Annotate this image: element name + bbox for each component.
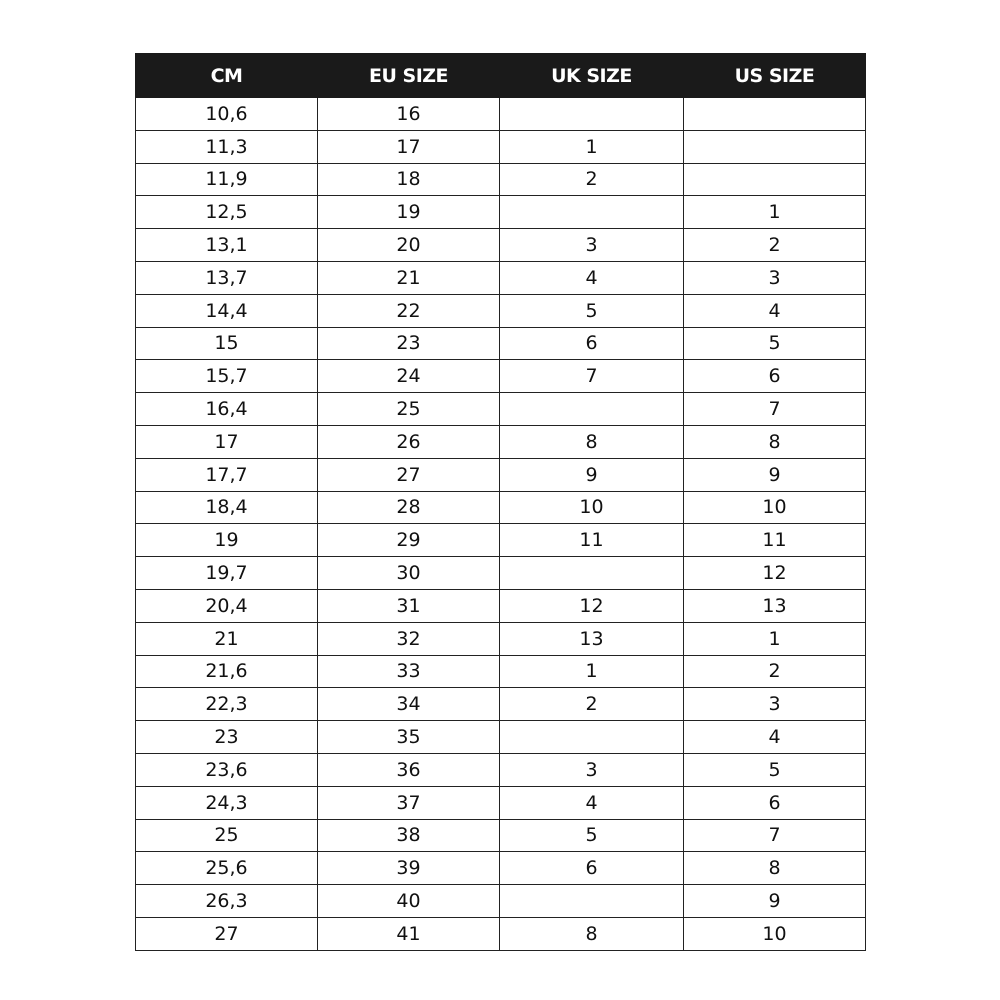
cell-cm: 25,6 [136,852,318,885]
cell-us-size: 13 [684,589,866,622]
table-body [136,98,866,951]
table-row [136,327,866,360]
cell-cm: 21 [136,622,318,655]
cell-uk-size [500,721,684,754]
cell-eu-size: 31 [318,589,500,622]
cell-us-size: 12 [684,557,866,590]
cell-uk-size: 4 [500,786,684,819]
header-uk-size: UK SIZE [500,54,684,98]
table-row [136,360,866,393]
cell-uk-size: 9 [500,458,684,491]
cell-uk-size: 5 [500,819,684,852]
table-row [136,163,866,196]
cell-uk-size: 3 [500,753,684,786]
table-row [136,491,866,524]
cell-us-size: 9 [684,458,866,491]
cell-cm: 19,7 [136,557,318,590]
cell-cm: 22,3 [136,688,318,721]
cell-eu-size: 36 [318,753,500,786]
cell-eu-size: 18 [318,163,500,196]
cell-us-size: 10 [684,491,866,524]
cell-eu-size: 20 [318,229,500,262]
header-row [136,54,866,98]
cell-uk-size: 11 [500,524,684,557]
cell-cm: 13,7 [136,261,318,294]
cell-uk-size: 8 [500,425,684,458]
cell-cm: 24,3 [136,786,318,819]
cell-us-size [684,98,866,131]
cell-us-size: 6 [684,786,866,819]
cell-eu-size: 40 [318,885,500,918]
cell-cm: 26,3 [136,885,318,918]
cell-eu-size: 17 [318,130,500,163]
cell-uk-size [500,196,684,229]
table-row [136,917,866,950]
cell-us-size: 8 [684,852,866,885]
table-row [136,524,866,557]
cell-uk-size: 3 [500,229,684,262]
cell-cm: 15 [136,327,318,360]
cell-us-size: 1 [684,196,866,229]
cell-uk-size [500,885,684,918]
cell-uk-size [500,557,684,590]
cell-eu-size: 41 [318,917,500,950]
cell-cm: 14,4 [136,294,318,327]
cell-eu-size: 34 [318,688,500,721]
cell-cm: 27 [136,917,318,950]
cell-eu-size: 35 [318,721,500,754]
cell-uk-size: 6 [500,852,684,885]
cell-eu-size: 29 [318,524,500,557]
table-row [136,229,866,262]
cell-eu-size: 22 [318,294,500,327]
cell-cm: 11,9 [136,163,318,196]
cell-us-size: 2 [684,229,866,262]
cell-uk-size: 1 [500,130,684,163]
cell-uk-size: 1 [500,655,684,688]
table-row [136,294,866,327]
cell-eu-size: 23 [318,327,500,360]
cell-us-size: 4 [684,294,866,327]
cell-cm: 15,7 [136,360,318,393]
cell-us-size [684,163,866,196]
cell-eu-size: 39 [318,852,500,885]
cell-uk-size: 5 [500,294,684,327]
table-row [136,688,866,721]
cell-eu-size: 26 [318,425,500,458]
cell-cm: 19 [136,524,318,557]
cell-uk-size: 2 [500,688,684,721]
cell-eu-size: 32 [318,622,500,655]
cell-uk-size: 2 [500,163,684,196]
cell-us-size: 2 [684,655,866,688]
table-row [136,721,866,754]
table-row [136,753,866,786]
cell-cm: 17,7 [136,458,318,491]
cell-us-size: 7 [684,393,866,426]
table-row [136,261,866,294]
cell-us-size: 4 [684,721,866,754]
cell-eu-size: 16 [318,98,500,131]
cell-uk-size [500,98,684,131]
cell-cm: 20,4 [136,589,318,622]
cell-eu-size: 19 [318,196,500,229]
table-row [136,622,866,655]
cell-us-size: 7 [684,819,866,852]
cell-cm: 17 [136,425,318,458]
cell-us-size: 9 [684,885,866,918]
cell-us-size: 5 [684,753,866,786]
cell-cm: 25 [136,819,318,852]
cell-us-size: 3 [684,688,866,721]
cell-cm: 11,3 [136,130,318,163]
table-row [136,98,866,131]
header-cm: CM [136,54,318,98]
cell-eu-size: 28 [318,491,500,524]
cell-uk-size: 10 [500,491,684,524]
table-row [136,425,866,458]
cell-cm: 23 [136,721,318,754]
cell-cm: 21,6 [136,655,318,688]
cell-cm: 12,5 [136,196,318,229]
table-row [136,819,866,852]
header-us-size: US SIZE [684,54,866,98]
cell-us-size: 10 [684,917,866,950]
cell-us-size: 11 [684,524,866,557]
table-row [136,655,866,688]
cell-eu-size: 25 [318,393,500,426]
cell-us-size: 8 [684,425,866,458]
table-row [136,557,866,590]
cell-us-size: 1 [684,622,866,655]
cell-eu-size: 24 [318,360,500,393]
table-row [136,786,866,819]
cell-cm: 16,4 [136,393,318,426]
cell-eu-size: 38 [318,819,500,852]
cell-eu-size: 37 [318,786,500,819]
cell-uk-size: 8 [500,917,684,950]
cell-cm: 13,1 [136,229,318,262]
cell-eu-size: 30 [318,557,500,590]
header-eu-size: EU SIZE [318,54,500,98]
cell-us-size: 5 [684,327,866,360]
table-row [136,393,866,426]
cell-eu-size: 33 [318,655,500,688]
cell-uk-size: 4 [500,261,684,294]
cell-us-size: 6 [684,360,866,393]
table-row [136,589,866,622]
cell-eu-size: 21 [318,261,500,294]
cell-uk-size: 13 [500,622,684,655]
cell-uk-size [500,393,684,426]
cell-us-size: 3 [684,261,866,294]
cell-uk-size: 12 [500,589,684,622]
cell-cm: 18,4 [136,491,318,524]
table-row [136,885,866,918]
table-row [136,130,866,163]
table-row [136,458,866,491]
cell-us-size [684,130,866,163]
cell-uk-size: 6 [500,327,684,360]
cell-cm: 23,6 [136,753,318,786]
cell-eu-size: 27 [318,458,500,491]
table-row [136,852,866,885]
cell-cm: 10,6 [136,98,318,131]
size-chart-table [135,53,866,951]
cell-uk-size: 7 [500,360,684,393]
table-row [136,196,866,229]
